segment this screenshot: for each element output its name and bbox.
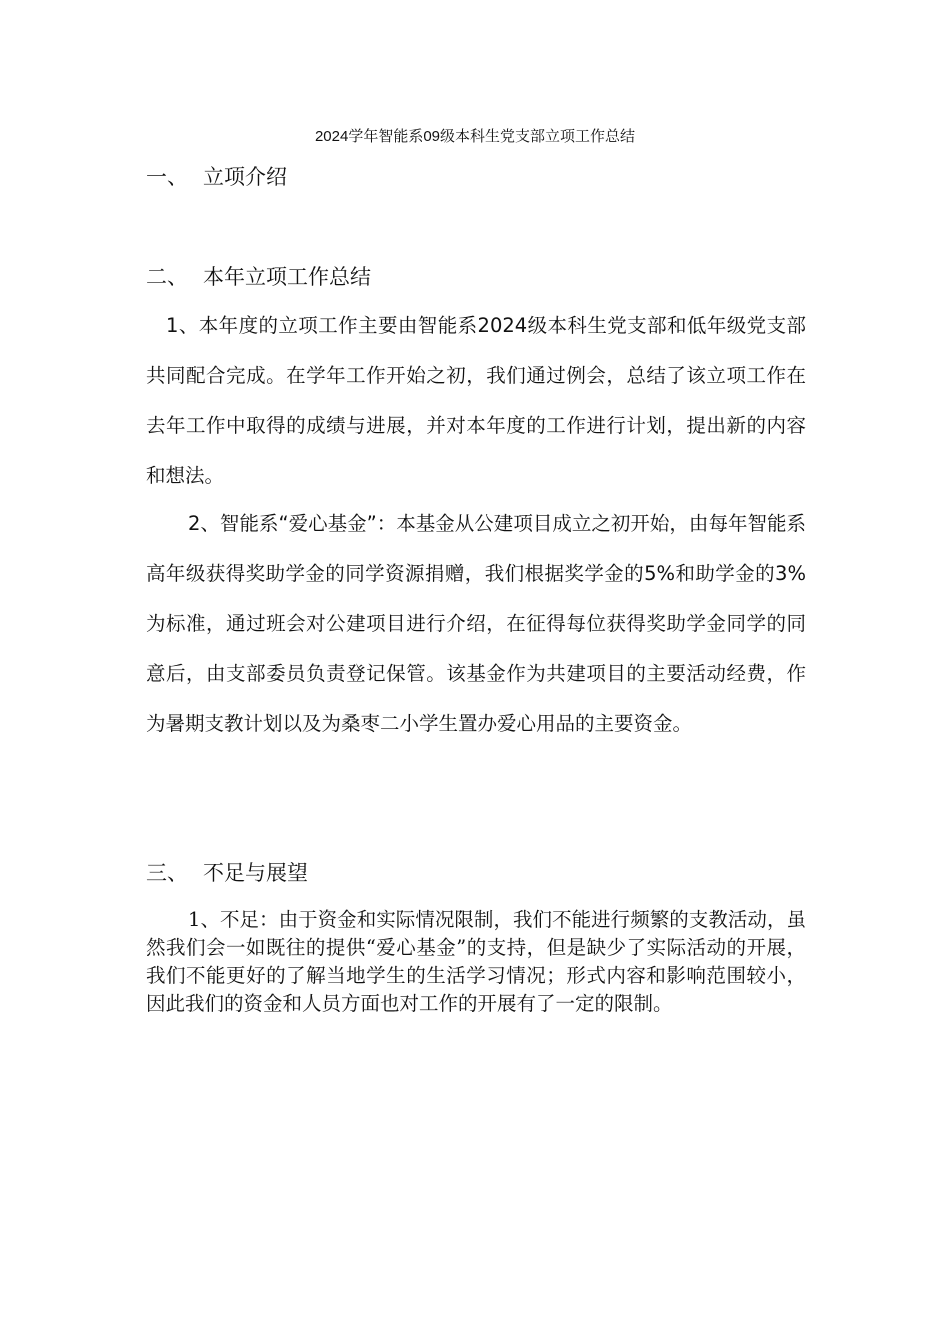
section-title: 本年立项工作总结: [203, 265, 371, 289]
section-heading-outlook: [146, 858, 308, 888]
paragraph-shortcomings: 1、不足：由于资金和实际情况限制，我们不能进行频繁的支教活动，虽然我们会一如既往的提供“爱心基金”的支持，但是缺少了实际活动的开展，我们不能更好的了解当地学生的生活学习情况；形式内容和影响范围较小，因此我们的资金和人员方面也对工作的开展有了一定的限制。: [146, 908, 806, 1015]
section-number: 二、: [146, 265, 188, 289]
paragraph-summary-1: 1、本年度的立项工作主要由智能系2024级本科生党支部和低年级党支部共同配合完成。在学年工作开始之初，我们通过例会，总结了该立项工作在去年工作中取得的成绩与进展，并对本年度的工作进行计划，提出新的内容和想法。: [146, 314, 806, 487]
section-number: 三、: [146, 861, 188, 885]
section-heading-summary: [146, 262, 371, 292]
section-number: 一、: [146, 165, 188, 189]
section-title: 不足与展望: [203, 861, 308, 885]
paragraph-summary-2: 2、智能系“爱心基金”：本基金从公建项目成立之初开始，由每年智能系高年级获得奖助学金的同学资源捐赠，我们根据奖学金的5%和助学金的3%为标准，通过班会对公建项目进行介绍，在征得每位获得奖助学金同学的同意后，由支部委员负责登记保管。该基金作为共建项目的主要活动经费，作为暑期支教计划以及为桑枣二小学生置办爱心用品的主要资金。: [146, 512, 806, 735]
section-title: 立项介绍: [203, 165, 287, 189]
document-title: 2024学年智能系09级本科生党支部立项工作总结: [314, 128, 636, 145]
section-heading-intro: [146, 162, 287, 192]
